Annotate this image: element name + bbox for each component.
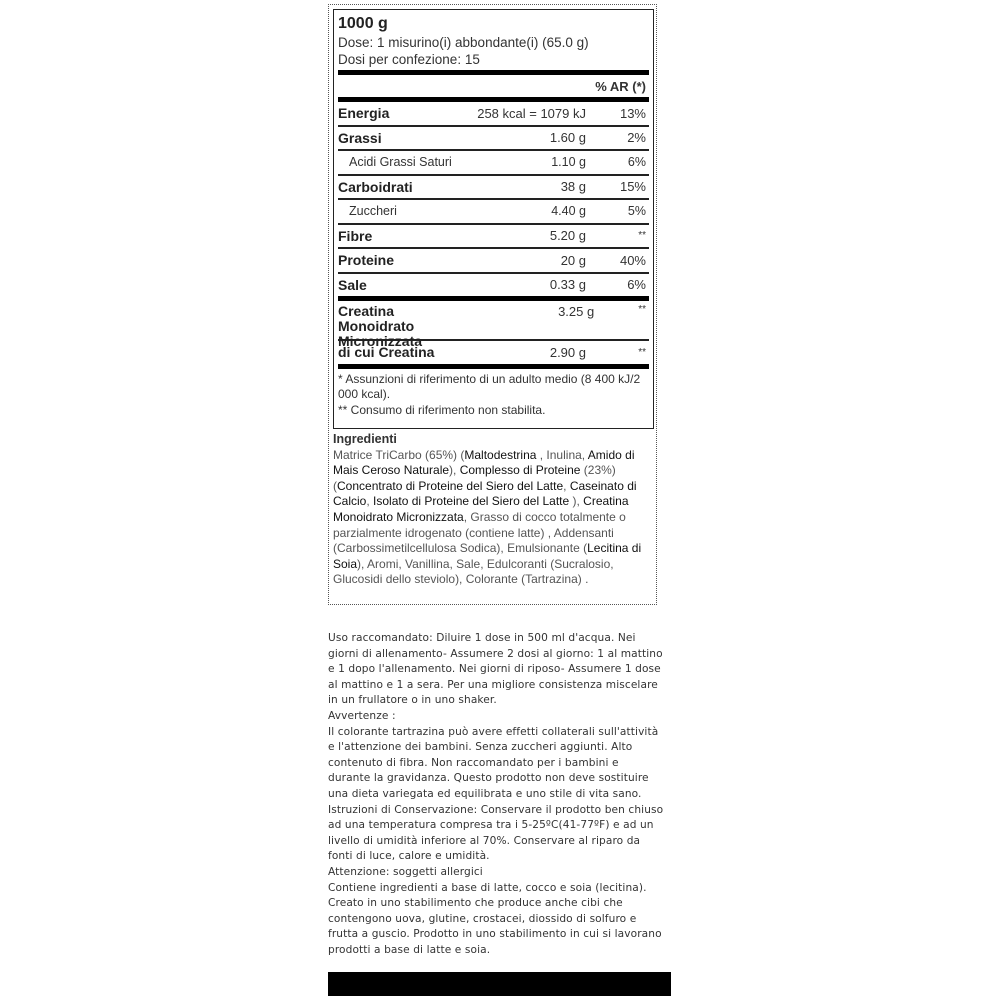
ingredient-allergen: Isolato di Proteine del Siero del Latte xyxy=(373,494,570,509)
nutrient-pct: 40% xyxy=(619,252,646,268)
nutrient-rows xyxy=(338,102,649,369)
black-bar xyxy=(328,972,671,996)
nutrient-value: 1.10 g xyxy=(551,155,586,170)
nutrient-name: Grassi xyxy=(338,129,382,146)
servings-info: Dosi per confezione: 15 xyxy=(338,52,480,67)
nutrient-value: 4.40 g xyxy=(551,204,586,219)
nutrient-name: Fibre xyxy=(338,227,373,244)
ingredient-text: , Inulina, xyxy=(536,447,588,462)
nutrient-value: 5.20 g xyxy=(549,228,586,244)
ingredient-allergen: Lecitina di Soia xyxy=(333,541,642,571)
nutrient-name: Energia xyxy=(338,105,390,122)
nutrient-row-creatina xyxy=(338,341,649,364)
ingredients-heading: Ingredienti xyxy=(333,432,397,446)
nutrient-row-fibre xyxy=(338,225,649,248)
dose-info: Dose: 1 misurino(i) abbondante(i) (65.0 g) xyxy=(338,35,589,50)
ar-header: % AR (*) xyxy=(595,78,646,94)
allergen-heading: Attenzione: soggetti allergici xyxy=(328,865,483,878)
nutrient-pct: 15% xyxy=(619,179,646,195)
net-weight: 1000 g xyxy=(338,15,388,32)
nutrient-value: 38 g xyxy=(560,179,586,195)
nutrient-value: 2.90 g xyxy=(549,344,586,360)
nutrient-pct: 6% xyxy=(627,155,646,170)
nutrient-name: Carboidrati xyxy=(338,178,413,195)
footnote-not-established: ** Consumo di riferimento non stabilita. xyxy=(338,402,546,417)
nutrient-pct: 2% xyxy=(627,130,646,146)
ingredients-text xyxy=(333,448,655,588)
usage-instructions xyxy=(328,631,664,958)
nutrient-pct: ** xyxy=(638,346,646,358)
footnote-reference-intake: * Assunzioni di riferimento di un adulto medio (8 400 kJ/2 000 kcal). xyxy=(338,371,641,401)
ingredient-allergen: Creatina Monoidrato Micronizzata xyxy=(333,494,629,524)
ingredient-text: , Grasso di cocco totalmente o parzialmente idrogenato (contiene latte) , Addensanti (Carbossimetilcellulosa Sodica), Emulsionante ( xyxy=(333,509,626,556)
nutrient-pct: ** xyxy=(638,230,646,242)
nutrient-value: 3.25 g xyxy=(558,304,595,319)
ingredient-allergen: Concentrato di Proteine del Siero del Latte xyxy=(337,478,564,493)
ingredient-text: Matrice TriCarbo (65%) ( xyxy=(333,447,465,462)
nutrient-value: 258 kcal = 1079 kJ xyxy=(477,105,586,121)
ingredients-section xyxy=(333,432,655,588)
nutrient-row-grassi xyxy=(338,127,649,150)
nutrient-pct: 13% xyxy=(619,105,646,121)
ingredient-text: ), xyxy=(449,463,460,478)
nutrient-pct: ** xyxy=(638,304,646,315)
nutrient-name: di cui Creatina xyxy=(338,344,435,361)
nutrient-row-energia xyxy=(338,102,649,125)
ingredient-allergen: Caseinato di Calcio xyxy=(333,478,637,509)
nutrient-name: Sale xyxy=(338,276,367,293)
ingredient-text: (23%) ( xyxy=(333,463,616,493)
nutrient-row-saturi xyxy=(338,151,649,174)
nutrient-row-sale xyxy=(338,274,649,297)
recommended-use: Uso raccomandato: Diluire 1 dose in 500 ml d'acqua. Nei giorni di allenamento- Assumere 2 dosi al giorno: 1 al mattino e 1 dopo l'allenamento. Nei giorni di riposo- Assumere 1 dose al mattino e 1 a sera. Per una migliore consistenza miscelare in un frullatore o in uno shaker. xyxy=(328,632,663,707)
nutrient-value: 0.33 g xyxy=(549,277,586,293)
ingredient-text: ), Aromi, Vanillina, Sale, Edulcoranti (Sucralosio, Glucosidi dello steviolo), Colorante (Tartrazina) . xyxy=(333,556,614,587)
nutrition-panel xyxy=(328,4,657,605)
footnotes xyxy=(338,369,649,419)
nutrition-facts-table xyxy=(333,9,654,429)
warnings-text: Il colorante tartrazina può avere effetti collaterali sull'attività e l'attenzione dei bambini. Senza zuccheri aggiunti. Alto contenuto di fibra. Non raccomandato per i bambini e durante la gravidanza. Questo prodotto non deve sostituire una dieta variegata ed equilibrata e uno stile di vita sano. Istruzioni di Conservazione: Conservare il prodotto ben chiuso ad una temperatura compresa tra i 5-25ºC(41-77ºF) e ad un livello di umidità inferiore al 70%. Conservare al riparo da fonti di luce, calore e umidità. xyxy=(328,725,664,863)
nutrient-name: Proteine xyxy=(338,252,395,269)
nutrient-value: 1.60 g xyxy=(549,130,586,146)
allergen-text: Contiene ingredienti a base di latte, cocco e soia (lecitina). Creato in uno stabilimento che produce anche cibi che contengono uova, glutine, crostacei, diossido di solfuro e frutta a guscio. Prodotto in uno stabilimento in cui si lavorano prodotti a base di latte e soia. xyxy=(328,881,662,956)
nutrient-name: Zuccheri xyxy=(349,204,397,219)
nutrient-row-proteine xyxy=(338,249,649,272)
nutrient-pct: 6% xyxy=(627,277,646,293)
ingredient-text: , xyxy=(563,478,570,493)
nutrient-name: Creatina Monoidrato Micronizzata xyxy=(338,303,423,349)
ingredient-allergen: Amido di Mais Ceroso Naturale xyxy=(333,447,635,478)
ingredient-allergen: Complesso di Proteine xyxy=(459,463,581,478)
ingredient-allergen: Maltodestrina xyxy=(464,447,537,462)
nutrient-name: Acidi Grassi Saturi xyxy=(349,155,452,170)
nutrient-row-carboidrati xyxy=(338,176,649,199)
ingredient-text: ), xyxy=(569,494,584,509)
nutrient-value: 20 g xyxy=(560,252,586,268)
nutrient-pct: 5% xyxy=(627,204,646,219)
nutrient-row-creatina-monoidrato xyxy=(338,301,649,349)
nutrient-row-zuccheri xyxy=(338,200,649,223)
warnings-heading: Avvertenze : xyxy=(328,709,396,722)
ingredient-text: , xyxy=(366,494,374,509)
